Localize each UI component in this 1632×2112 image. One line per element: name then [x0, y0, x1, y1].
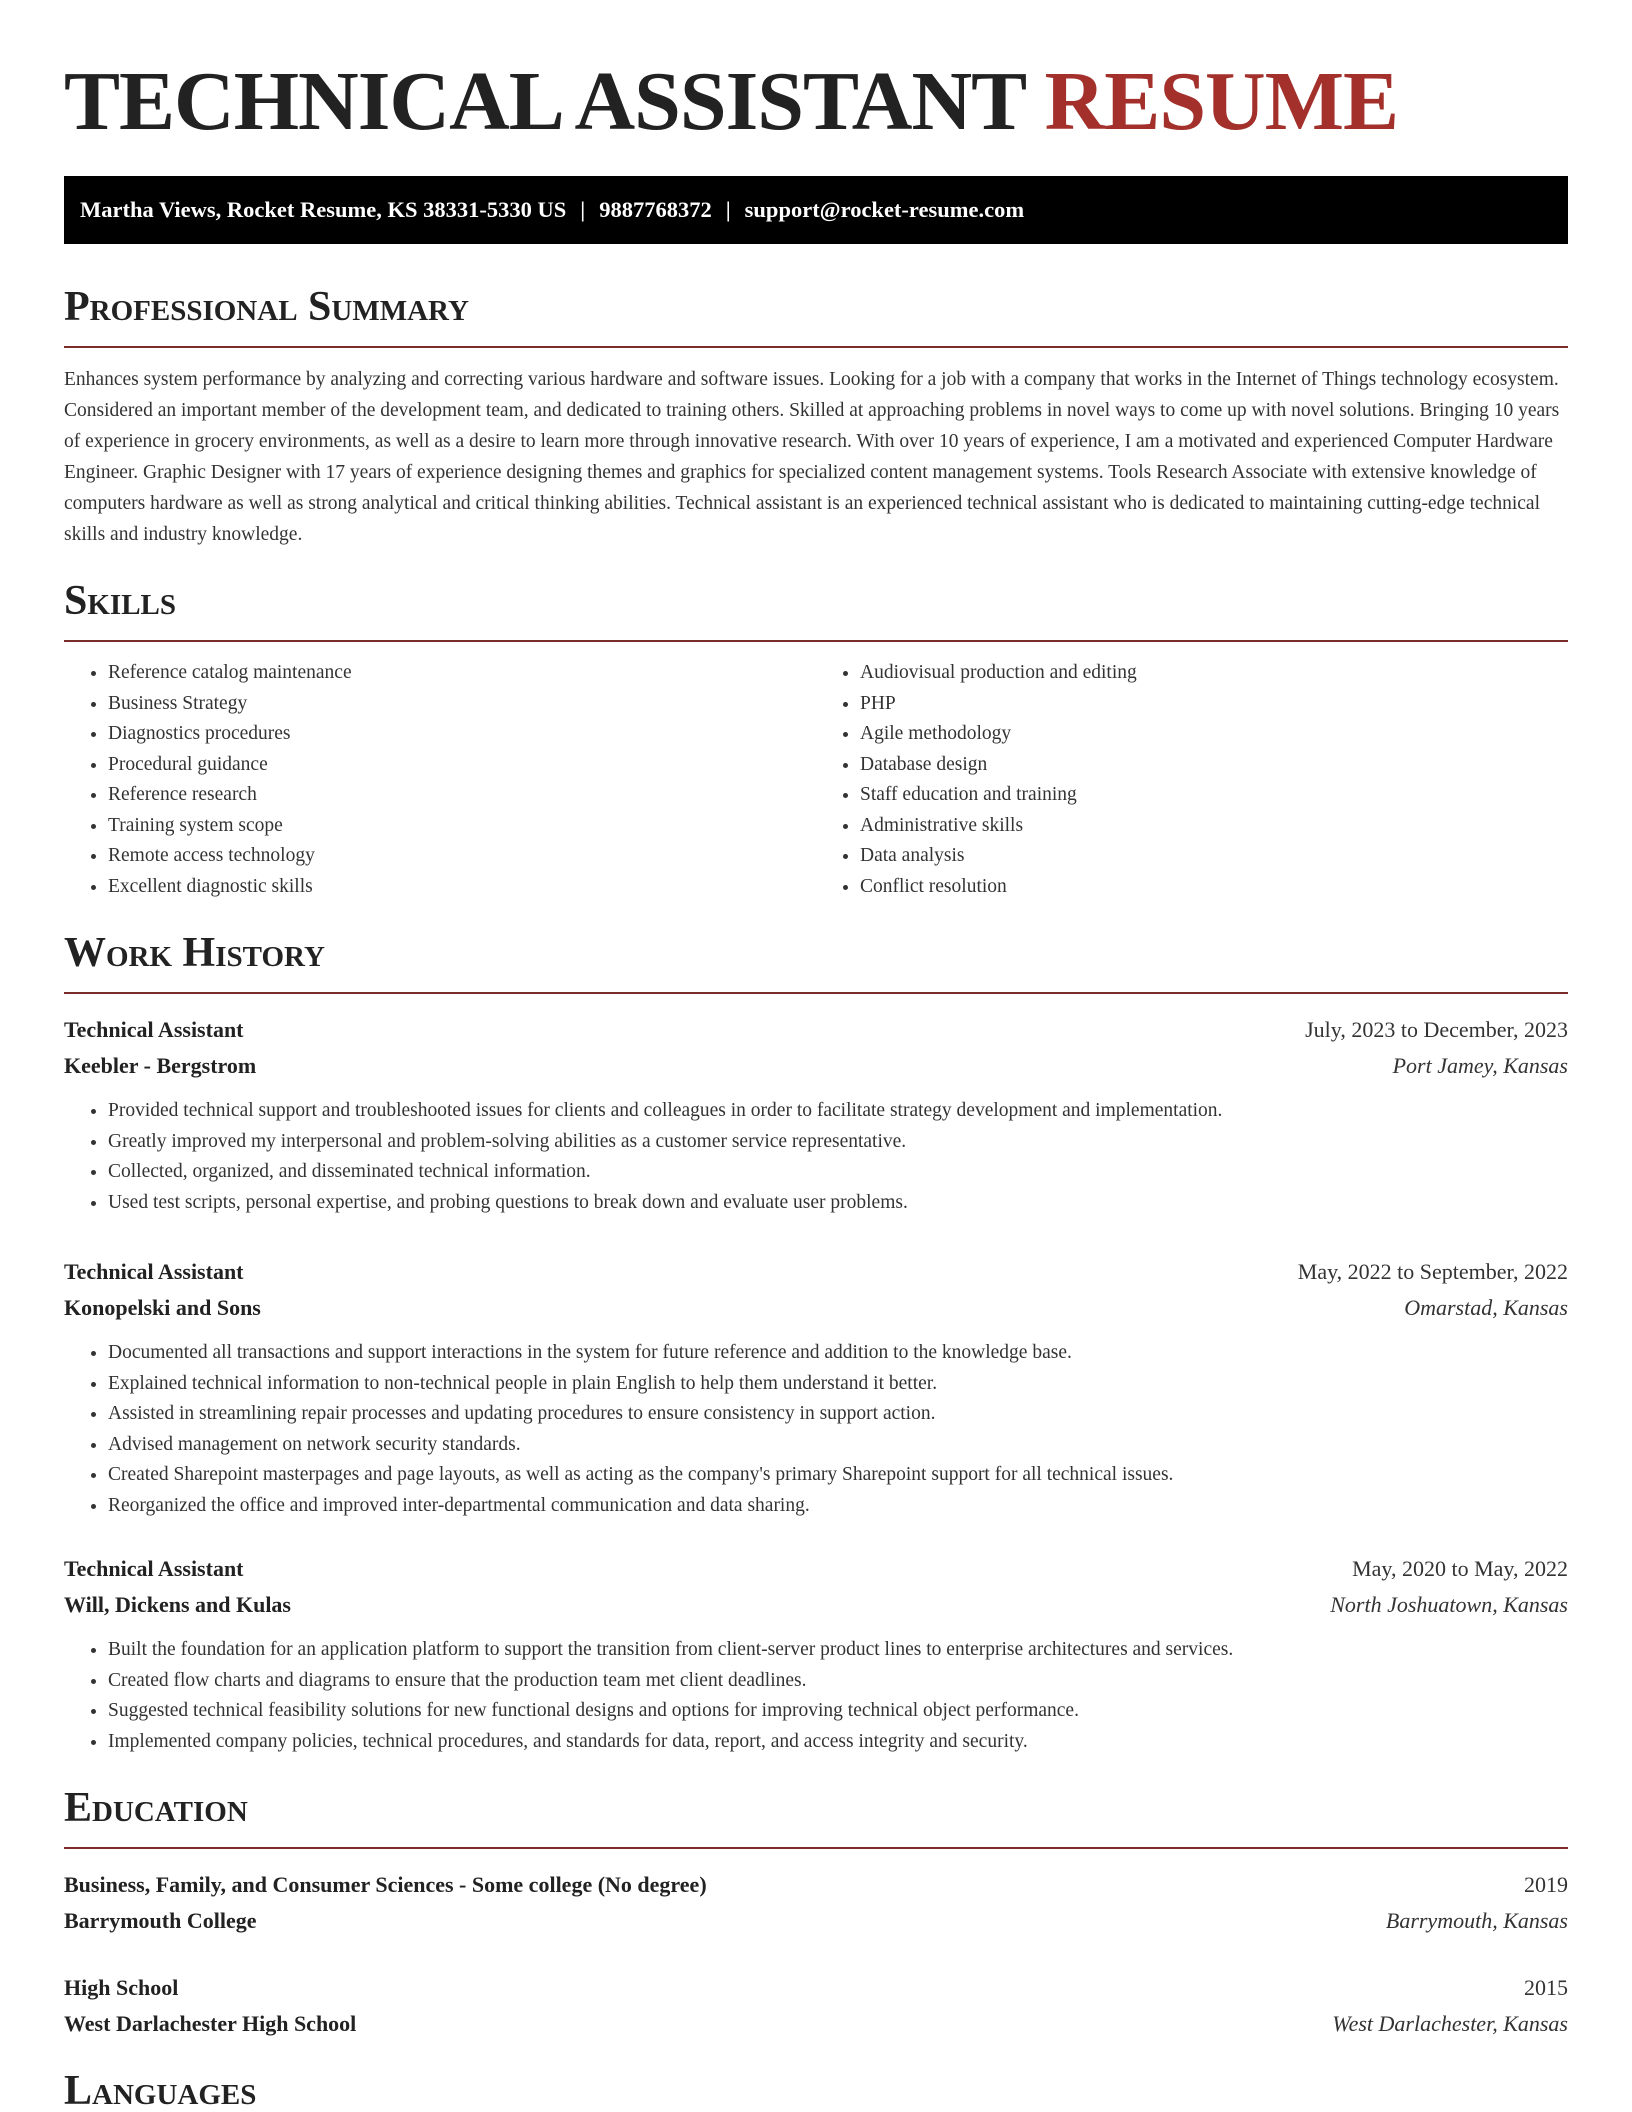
- job-location: North Joshuatown, Kansas: [1330, 1592, 1568, 1617]
- duty-item: • Documented all transactions and support interactions in the system for future reference and addition to the knowledge base.: [108, 1338, 1568, 1369]
- skill-item: • Conflict resolution: [860, 872, 1568, 903]
- job-title: Technical Assistant: [64, 1259, 244, 1284]
- skill-item: • Reference catalog maintenance: [108, 658, 816, 689]
- duty-item: • Explained technical information to non-technical people in plain English to help them understand it better.: [108, 1369, 1568, 1400]
- resume-title: [64, 0, 1568, 150]
- job-company: Konopelski and Sons: [64, 1295, 261, 1320]
- duty-item: • Provided technical support and troubleshooted issues for clients and colleagues in order to facilitate strategy development and implementation.: [108, 1096, 1568, 1127]
- education-school: Barrymouth College: [64, 1908, 257, 1933]
- skill-item: • Business Strategy: [108, 689, 816, 720]
- skills-section: [64, 576, 1568, 902]
- duty-item: • Advised management on network security standards.: [108, 1430, 1568, 1461]
- skills-grid: [64, 658, 1568, 902]
- skill-item: • Data analysis: [860, 841, 1568, 872]
- education-section: [64, 1783, 1568, 2042]
- title-main: TECHNICAL ASSISTANT: [64, 55, 1025, 148]
- contact-bar: [64, 176, 1568, 244]
- duty-item: • Implemented company policies, technical procedures, and standards for data, report, and access integrity and security.: [108, 1727, 1568, 1758]
- job-header-row: [64, 1254, 1568, 1290]
- skill-item: • Reference research: [108, 780, 816, 811]
- job-entry: [64, 1551, 1568, 1757]
- contact-phone[interactable]: 9887768372: [599, 197, 712, 222]
- education-header-row: [64, 1970, 1568, 2006]
- summary-heading: Professional Summary: [64, 284, 469, 330]
- languages-heading: Languages: [64, 2068, 257, 2112]
- skills-list-left: [64, 658, 816, 902]
- education-year: 2015: [1524, 1975, 1568, 2000]
- education-school-row: [64, 2006, 1568, 2042]
- education-entry: [64, 1970, 1568, 2042]
- duty-item: • Built the foundation for an application platform to support the transition from client-server product lines to enterprise architectures and services.: [108, 1635, 1568, 1666]
- section-divider: [64, 346, 1568, 348]
- summary-section: [64, 282, 1568, 550]
- education-location: Barrymouth, Kansas: [1385, 1908, 1568, 1933]
- summary-text: Enhances system performance by analyzing and correcting various hardware and software issues. Looking for a job with a company that works in the Internet of Things technology ecosystem. Considered an important member of the development team, and dedicated to training others. Skilled at approaching problems in novel ways to come up with novel solutions. Bringing 10 years of experience in grocery environments, as well as a desire to learn more through innovative research. With over 10 years of experience, I am a motivated and experienced Computer Hardware Engineer. Graphic Designer with 17 years of experience designing themes and graphics for specialized content management systems. Tools Research Associate with extensive knowledge of computers hardware as well as strong analytical and critical thinking abilities. Technical assistant is an experienced technical assistant who is dedicated to maintaining cutting-edge technical skills and industry knowledge.: [64, 369, 1560, 545]
- job-company: Will, Dickens and Kulas: [64, 1592, 291, 1617]
- education-header-row: [64, 1867, 1568, 1903]
- duty-item: • Reorganized the office and improved inter-departmental communication and data sharing.: [108, 1491, 1568, 1522]
- education-year: 2019: [1524, 1872, 1568, 1897]
- job-header-row: [64, 1012, 1568, 1048]
- languages-section: [64, 2066, 1568, 2112]
- job-company-row: [64, 1048, 1568, 1084]
- job-duties: [64, 1635, 1568, 1757]
- duty-item: • Greatly improved my interpersonal and problem-solving abilities as a customer service representative.: [108, 1127, 1568, 1158]
- job-company-row: [64, 1290, 1568, 1326]
- duty-item: • Assisted in streamlining repair processes and updating procedures to ensure consistency in support action.: [108, 1399, 1568, 1430]
- skill-item: • Audiovisual production and editing: [860, 658, 1568, 689]
- job-dates: May, 2020 to May, 2022: [1352, 1556, 1568, 1581]
- duty-item: • Used test scripts, personal expertise, and probing questions to break down and evaluate user problems.: [108, 1188, 1568, 1219]
- skill-item: • Training system scope: [108, 811, 816, 842]
- job-company-row: [64, 1587, 1568, 1623]
- job-title: Technical Assistant: [64, 1017, 244, 1042]
- job-entry: [64, 1012, 1568, 1218]
- skill-item: • Database design: [860, 750, 1568, 781]
- title-accent: RESUME: [1044, 55, 1399, 148]
- work-history-heading: Work History: [64, 930, 325, 976]
- education-school: West Darlachester High School: [64, 2011, 357, 2036]
- skills-heading: Skills: [64, 578, 177, 624]
- job-entry: [64, 1254, 1568, 1521]
- education-degree: High School: [64, 1975, 179, 2000]
- contact-email[interactable]: support@rocket-resume.com: [744, 197, 1025, 222]
- skill-item: • Diagnostics procedures: [108, 719, 816, 750]
- job-duties: [64, 1096, 1568, 1218]
- duty-item: • Created Sharepoint masterpages and page layouts, as well as acting as the company's primary Sharepoint support for all technical issues.: [108, 1460, 1568, 1491]
- work-history-section: [64, 928, 1568, 1757]
- education-degree: Business, Family, and Consumer Sciences - Some college (No degree): [64, 1872, 707, 1897]
- skills-list-right: [816, 658, 1568, 902]
- skill-item: • PHP: [860, 689, 1568, 720]
- section-divider: [64, 1847, 1568, 1849]
- education-heading: Education: [64, 1785, 248, 1831]
- duty-item: • Created flow charts and diagrams to ensure that the production team met client deadlines.: [108, 1666, 1568, 1697]
- duty-item: • Suggested technical feasibility solutions for new functional designs and options for improving technical object performance.: [108, 1696, 1568, 1727]
- skill-item: • Procedural guidance: [108, 750, 816, 781]
- job-location: Omarstad, Kansas: [1404, 1295, 1568, 1320]
- skill-item: • Administrative skills: [860, 811, 1568, 842]
- skill-item: • Agile methodology: [860, 719, 1568, 750]
- job-company: Keebler - Bergstrom: [64, 1053, 257, 1078]
- skill-item: • Excellent diagnostic skills: [108, 872, 816, 903]
- education-location: West Darlachester, Kansas: [1332, 2011, 1568, 2036]
- contact-address: Martha Views, Rocket Resume, KS 38331-5330 US: [80, 197, 567, 222]
- job-header-row: [64, 1551, 1568, 1587]
- skill-item: • Remote access technology: [108, 841, 816, 872]
- job-duties: [64, 1338, 1568, 1521]
- job-dates: July, 2023 to December, 2023: [1305, 1017, 1568, 1042]
- job-location: Port Jamey, Kansas: [1392, 1053, 1568, 1078]
- section-divider: [64, 992, 1568, 994]
- job-dates: May, 2022 to September, 2022: [1297, 1259, 1568, 1284]
- skill-item: • Staff education and training: [860, 780, 1568, 811]
- job-title: Technical Assistant: [64, 1556, 244, 1581]
- duty-item: • Collected, organized, and disseminated technical information.: [108, 1157, 1568, 1188]
- education-school-row: [64, 1903, 1568, 1939]
- education-entry: [64, 1867, 1568, 1939]
- contact-separator: |: [725, 197, 731, 222]
- contact-separator: |: [580, 197, 586, 222]
- section-divider: [64, 640, 1568, 642]
